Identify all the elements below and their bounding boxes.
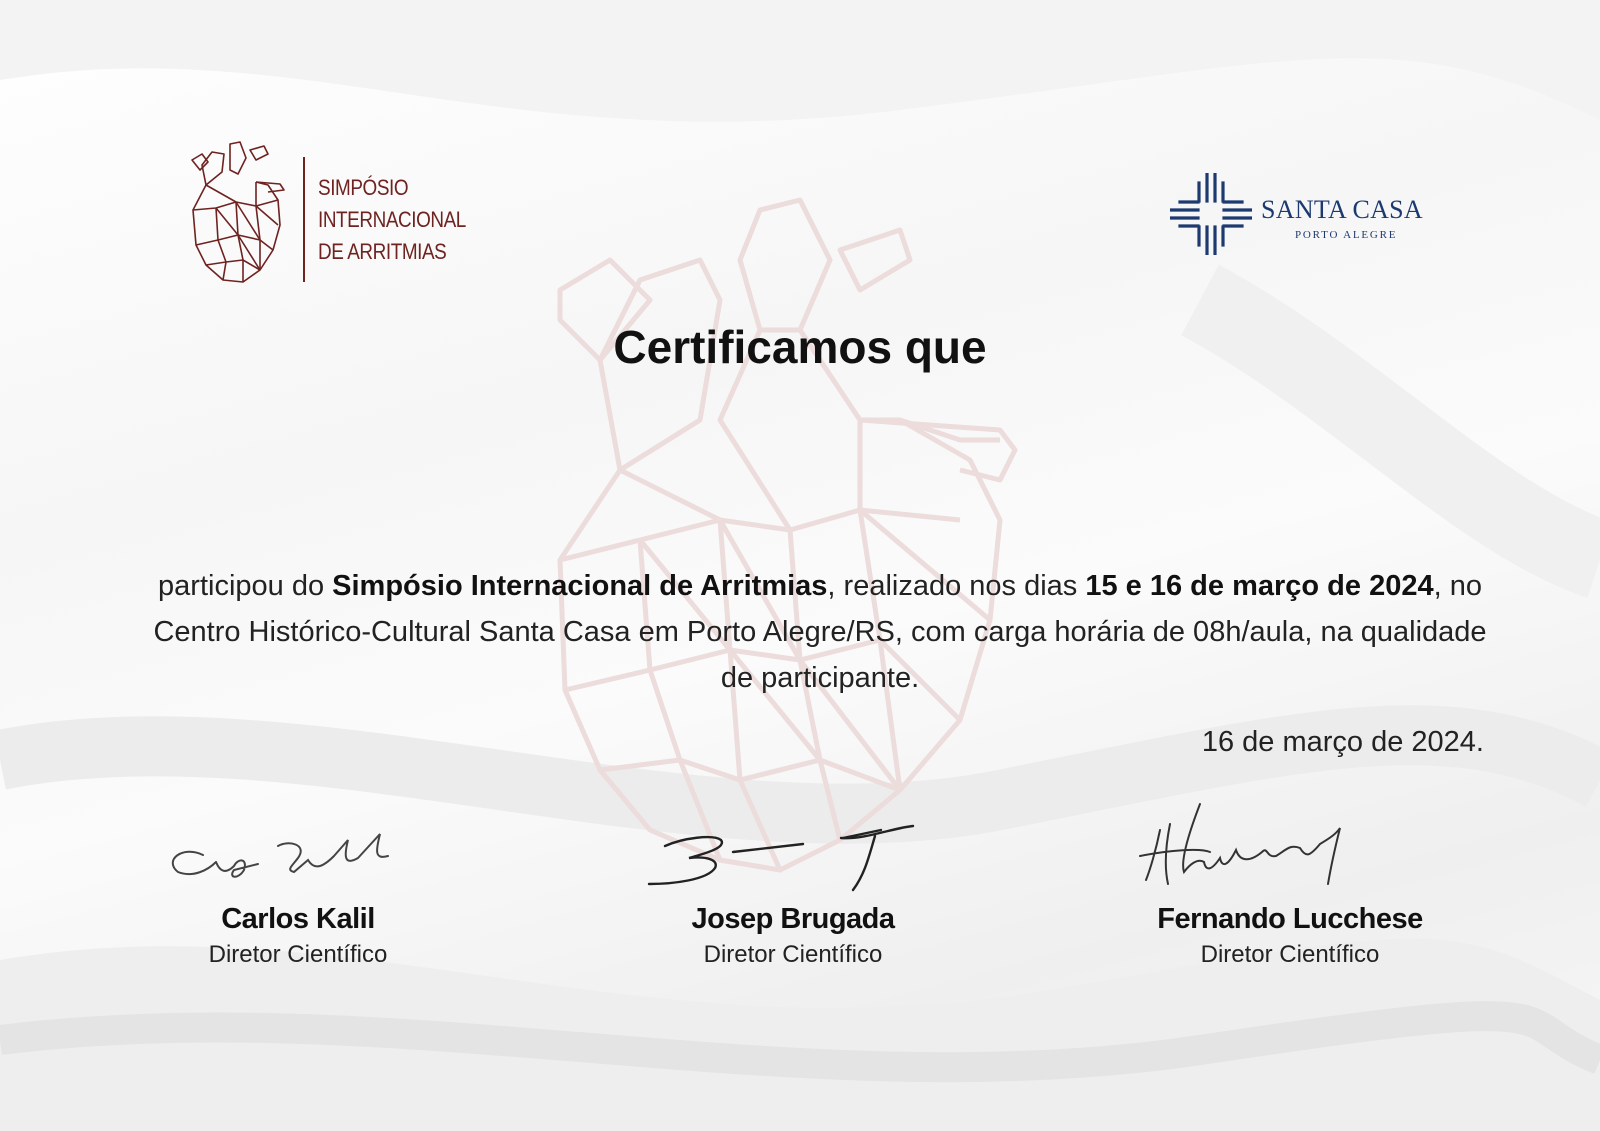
santa-casa-subtitle: PORTO ALEGRE [1295,229,1398,241]
handwritten-signature-2 [603,800,983,895]
issue-date: 16 de março de 2024. [1201,726,1484,758]
geometric-heart-icon [188,140,288,285]
signature-block-2 [603,800,983,970]
event-logo-line1: SIMPÓSIO [318,175,409,200]
event-logo-line3: DE ARRITMIAS [318,239,447,264]
signer-name-1: Carlos Kalil [221,903,375,935]
body-intro: participou do [158,570,333,602]
signer-name-3: Fernando Lucchese [1157,903,1423,935]
signer-role-1: Diretor Científico [208,941,388,968]
signature-block-3 [1100,800,1480,970]
santa-casa-title: SANTA CASA [1261,195,1424,224]
certificate-title: Certificamos que [613,321,987,373]
signature-block-1 [108,800,488,970]
event-dates: 15 e 16 de março de 2024 [1085,570,1434,602]
event-logo-text [318,172,466,268]
handwritten-signature-3 [1100,800,1480,895]
signer-name-2: Josep Brugada [691,903,895,935]
logo-divider [303,157,305,282]
event-name: Simpósio Internacional de Arritmias [332,570,828,602]
certificate-body [150,563,1490,701]
event-logo [188,140,466,285]
body-dates-intro: , realizado nos dias [827,570,1086,602]
signer-role-3: Diretor Científico [1200,941,1380,968]
santa-casa-logo [1170,173,1430,255]
signer-role-2: Diretor Científico [703,941,883,968]
event-logo-line2: INTERNACIONAL [318,207,466,232]
body-details: , no Centro Histórico-Cultural Santa Casa em Porto Alegre/RS, com carga horária de 08h/aula, na qualidade de participante. [153,570,1487,694]
handwritten-signature-1 [108,800,488,895]
santa-casa-cross-icon [1170,173,1252,255]
